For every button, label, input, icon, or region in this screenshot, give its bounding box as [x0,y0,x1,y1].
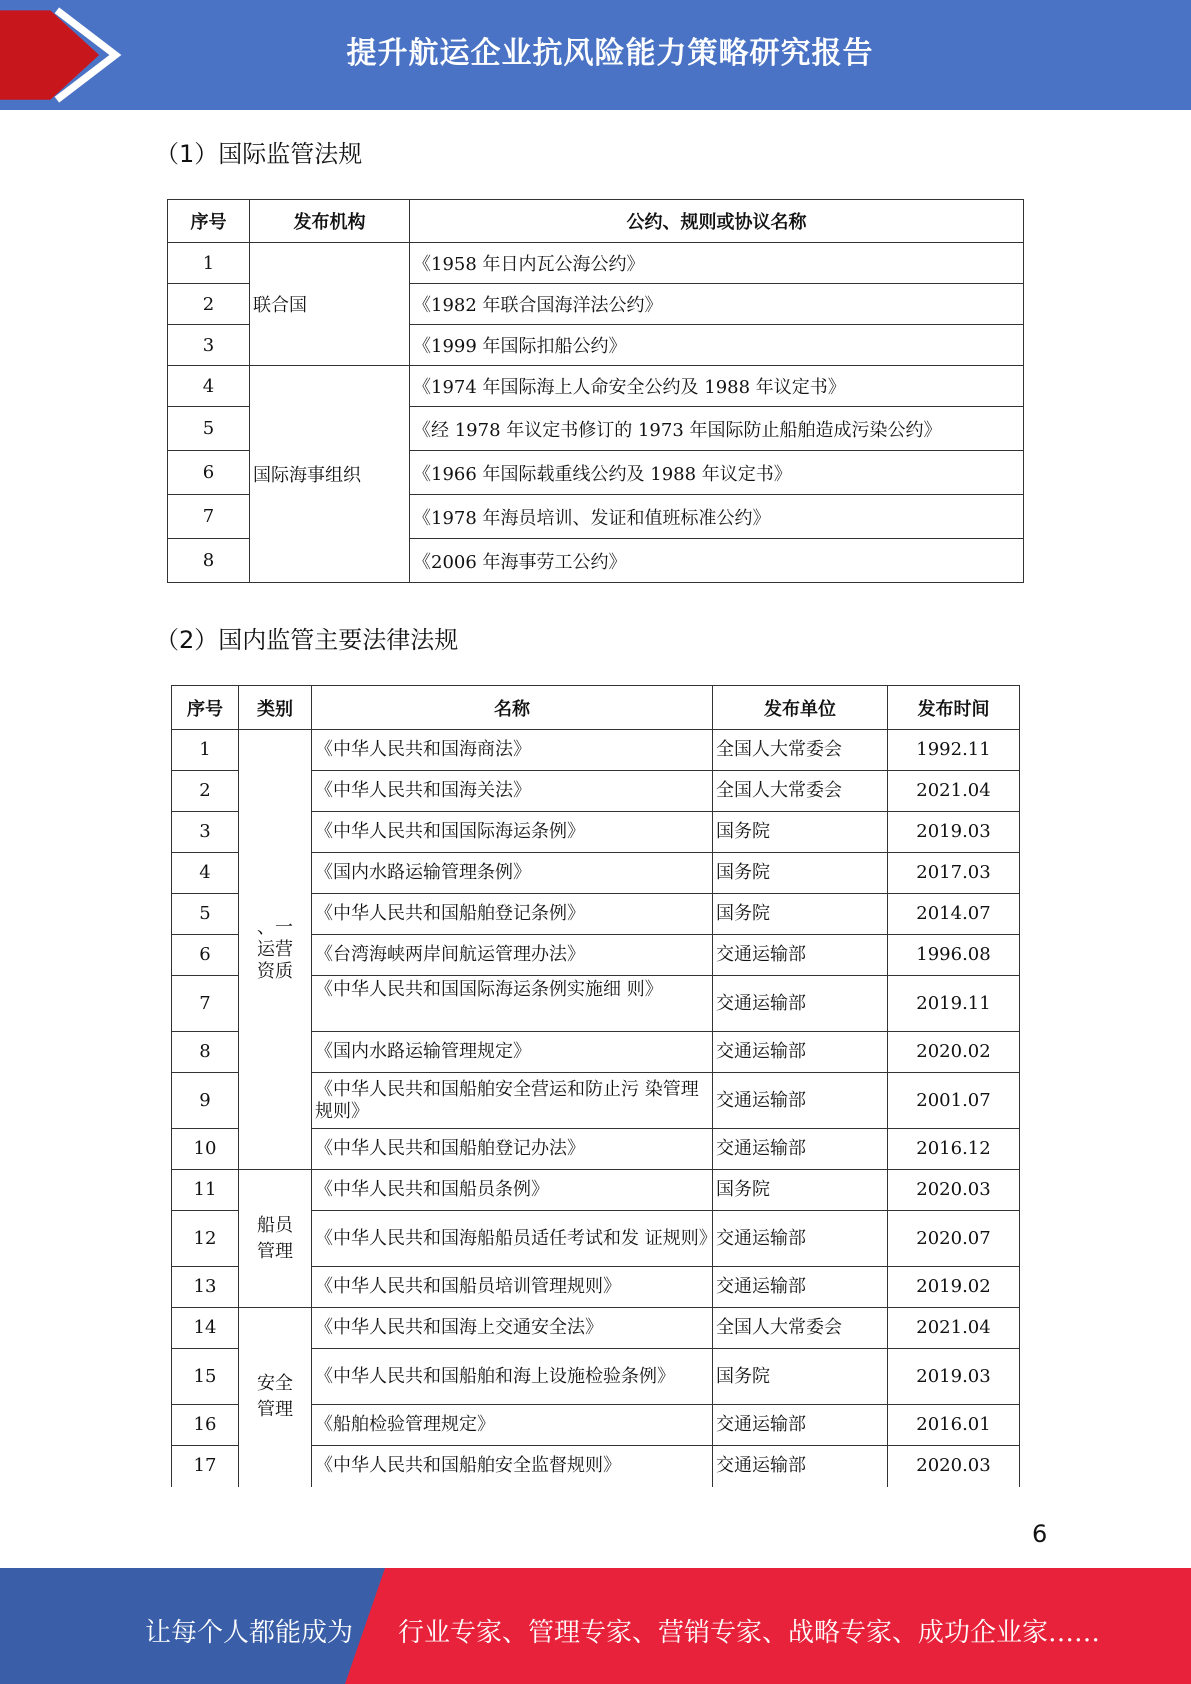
table-row [172,730,1020,771]
row-no: 2 [168,284,250,325]
issuer: 全国人大常委会 [713,730,888,771]
publisher-group: 联合国 [250,243,410,366]
issue-date: 2016.12 [888,1129,1020,1170]
issue-date: 2001.07 [888,1073,1020,1129]
row-no: 5 [168,407,250,451]
table-row [168,366,1024,407]
row-no: 4 [168,366,250,407]
row-no: 4 [172,853,239,894]
row-no: 15 [172,1349,239,1405]
header-red-arrow [0,0,130,110]
row-no: 1 [172,730,239,771]
regulation-name: 《经 1978 年议定书修订的 1973 年国际防止船舶造成污染公约》 [410,407,1024,451]
law-name: 《中华人民共和国船员条例》 [312,1170,713,1211]
table-header-row [172,686,1020,730]
row-no: 17 [172,1446,239,1487]
footer-slogan-left: 让每个人都能成为 [145,1618,354,1648]
issue-date: 2016.01 [888,1405,1020,1446]
issuer: 交通运输部 [713,1073,888,1129]
issuer: 交通运输部 [713,1446,888,1487]
row-no: 1 [168,243,250,284]
issue-date: 2017.03 [888,853,1020,894]
row-no: 3 [168,325,250,366]
issue-date: 2019.02 [888,1267,1020,1308]
law-name: 《中华人民共和国船舶登记条例》 [312,894,713,935]
table-row [172,1308,1020,1349]
law-name: 《台湾海峡两岸间航运管理办法》 [312,935,713,976]
regulation-name: 《1978 年海员培训、发证和值班标准公约》 [410,495,1024,539]
law-name: 《中华人民共和国船舶和海上设施检验条例》 [312,1349,713,1405]
law-name: 《中华人民共和国船员培训管理规则》 [312,1267,713,1308]
issue-date: 2021.04 [888,1308,1020,1349]
row-no: 9 [172,1073,239,1129]
law-name: 《中华人民共和国船舶安全监督规则》 [312,1446,713,1487]
table-row [168,243,1024,284]
col-header-publisher: 发布机构 [250,200,410,243]
row-no: 12 [172,1211,239,1267]
regulation-name: 《1974 年国际海上人命安全公约及 1988 年议定书》 [410,366,1024,407]
section-heading-international: （1）国际监管法规 [155,140,363,168]
issue-date: 2020.07 [888,1211,1020,1267]
col-header-category: 类别 [239,686,312,730]
domestic-regulations-table [171,685,1020,1487]
law-name: 《中华人民共和国国际海运条例》 [312,812,713,853]
issue-date: 2020.03 [888,1446,1020,1487]
issue-date: 2019.03 [888,1349,1020,1405]
category-cell: 船员 管理 [239,1170,312,1308]
section-heading-domestic: （2）国内监管主要法律法规 [155,626,459,654]
row-no: 2 [172,771,239,812]
issuer: 交通运输部 [713,1211,888,1267]
issuer: 国务院 [713,853,888,894]
table-header-row [168,200,1024,243]
law-name: 《中华人民共和国船舶安全营运和防止污 染管理规则》 [312,1073,713,1129]
issue-date: 2019.03 [888,812,1020,853]
issuer: 全国人大常委会 [713,771,888,812]
issuer: 交通运输部 [713,976,888,1032]
row-no: 8 [172,1032,239,1073]
col-header-no: 序号 [168,200,250,243]
col-header-issuer: 发布单位 [713,686,888,730]
row-no: 11 [172,1170,239,1211]
issue-date: 2020.02 [888,1032,1020,1073]
law-name: 《中华人民共和国海船船员适任考试和发 证规则》 [312,1211,713,1267]
issuer: 国务院 [713,894,888,935]
row-no: 8 [168,539,250,583]
issuer: 交通运输部 [713,1405,888,1446]
regulation-name: 《1958 年日内瓦公海公约》 [410,243,1024,284]
law-name: 《中华人民共和国船舶登记办法》 [312,1129,713,1170]
col-header-name: 公约、规则或协议名称 [410,200,1024,243]
issuer: 国务院 [713,812,888,853]
issuer: 国务院 [713,1170,888,1211]
regulation-name: 《1966 年国际载重线公约及 1988 年议定书》 [410,451,1024,495]
issuer: 全国人大常委会 [713,1308,888,1349]
col-header-date: 发布时间 [888,686,1020,730]
col-header-name: 名称 [312,686,713,730]
law-name: 《中华人民共和国海关法》 [312,771,713,812]
issuer: 国务院 [713,1349,888,1405]
row-no: 6 [168,451,250,495]
row-no: 13 [172,1267,239,1308]
row-no: 10 [172,1129,239,1170]
law-name: 《中华人民共和国国际海运条例实施细 则》 [312,976,713,1032]
row-no: 3 [172,812,239,853]
law-name: 《国内水路运输管理规定》 [312,1032,713,1073]
issue-date: 1992.11 [888,730,1020,771]
row-no: 14 [172,1308,239,1349]
report-title: 提升航运企业抗风险能力策略研究报告 [346,36,874,71]
issue-date: 2019.11 [888,976,1020,1032]
international-regulations-table [167,199,1024,583]
category-cell: 、一 运营 资质 [239,730,312,1170]
row-no: 7 [168,495,250,539]
table-row [172,1170,1020,1211]
row-no: 7 [172,976,239,1032]
law-name: 《国内水路运输管理条例》 [312,853,713,894]
publisher-group: 国际海事组织 [250,366,410,583]
regulation-name: 《1999 年国际扣船公约》 [410,325,1024,366]
issuer: 交通运输部 [713,1267,888,1308]
law-name: 《船舶检验管理规定》 [312,1405,713,1446]
category-cell: 安全 管理 [239,1308,312,1487]
issue-date: 2020.03 [888,1170,1020,1211]
issue-date: 2014.07 [888,894,1020,935]
issuer: 交通运输部 [713,1032,888,1073]
footer-slogan-right: 行业专家、管理专家、营销专家、战略专家、成功企业家…… [398,1618,1101,1648]
issuer: 交通运输部 [713,935,888,976]
regulation-name: 《1982 年联合国海洋法公约》 [410,284,1024,325]
issue-date: 1996.08 [888,935,1020,976]
row-no: 16 [172,1405,239,1446]
issue-date: 2021.04 [888,771,1020,812]
law-name: 《中华人民共和国海上交通安全法》 [312,1308,713,1349]
row-no: 5 [172,894,239,935]
row-no: 6 [172,935,239,976]
issuer: 交通运输部 [713,1129,888,1170]
regulation-name: 《2006 年海事劳工公约》 [410,539,1024,583]
col-header-no: 序号 [172,686,239,730]
law-name: 《中华人民共和国海商法》 [312,730,713,771]
page-number: 6 [1032,1520,1048,1548]
